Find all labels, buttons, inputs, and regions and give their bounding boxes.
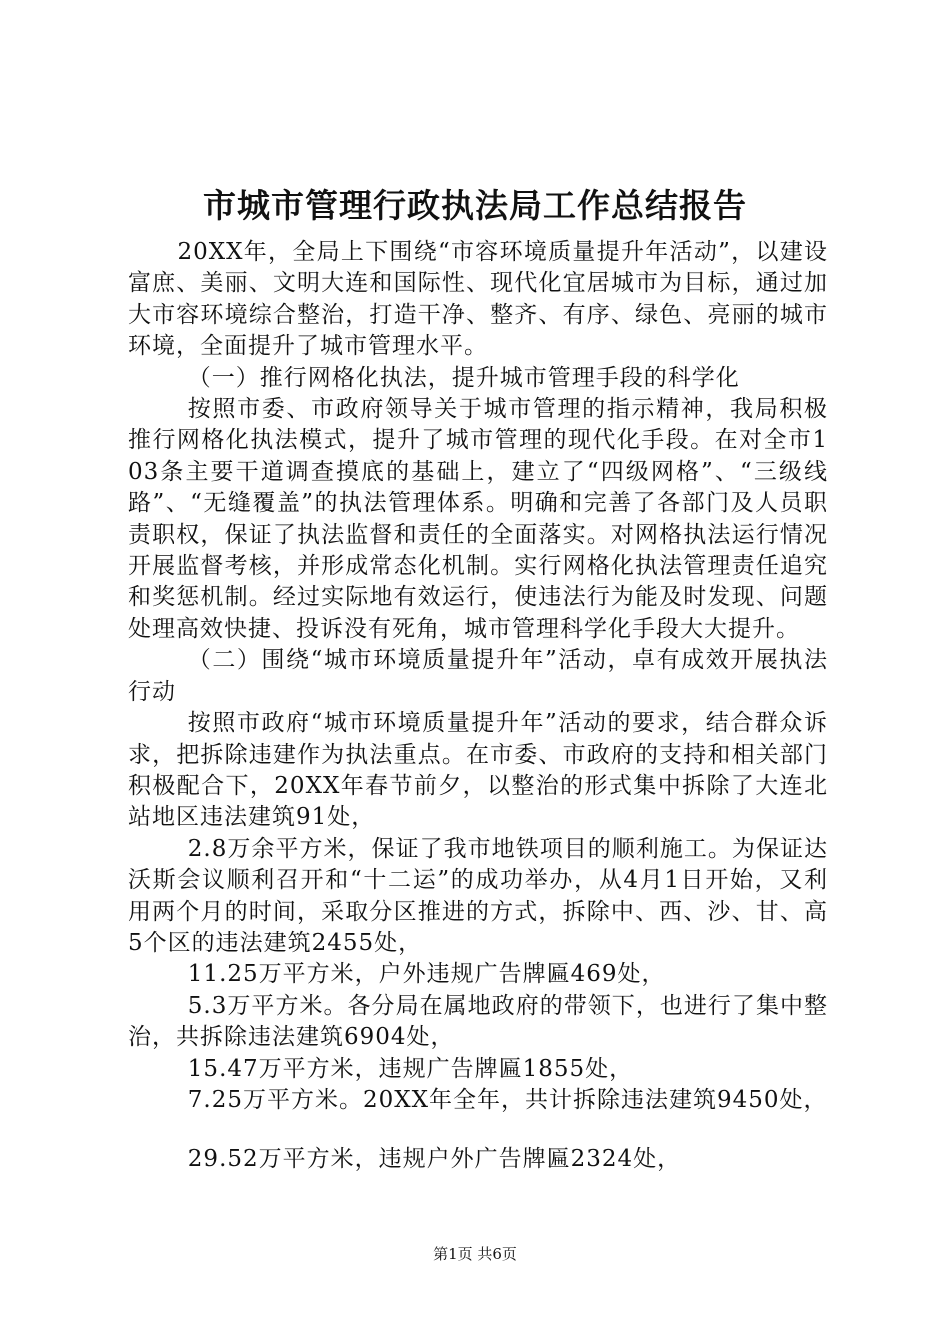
paragraph-area-6: 29.52万平方米，违规户外广告牌匾2324处， — [187, 1146, 682, 1173]
section-heading-1: （一）推行网格化执法，提升城市管理手段的科学化 — [187, 364, 740, 391]
page-footer: 第1页 共6页 — [433, 1245, 517, 1263]
paragraph-area-2: 11.25万平方米，户外违规广告牌匾469处， — [187, 961, 666, 988]
paragraph-area-5: 7.25万平方米。20XX年全年，共计拆除违法建筑9450处， — [187, 1086, 828, 1113]
paragraph-area-3: 5.3万平方米。各分局在属地政府的带领下，也进行了集中整治，共拆除违法建筑6904处， — [128, 992, 828, 1051]
paragraph-area-4: 15.47万平方米，违规广告牌匾1855处， — [187, 1055, 634, 1082]
paragraph-grid-enforcement: 按照市委、市政府领导关于城市管理的指示精神，我局积极推行网格化执法模式，提升了城市管理的现代化手段。在对全市103条主要干道调查摸底的基础上，建立了“四级网格”、“三级线路”、“无缝覆盖”的执法管理体系。明确和完善了各部门及人员职责职权，保证了执法监督和责任的全面落实。对网格执法运行情况开展监督考核，并形成常态化机制。实行网格化执法管理责任追究和奖惩机制。经过实际地有效运行，使违法行为能及时发现、问题处理高效快捷、投诉没有死角，城市管理科学化手段大大提升。 — [128, 396, 828, 642]
document-body — [128, 237, 828, 1176]
paragraph-area-1: 2.8万余平方米，保证了我市地铁项目的顺利施工。为保证达沃斯会议顺利召开和“十二运”的成功举办，从4月1日开始，又利用两个月的时间，采取分区推进的方式，拆除中、西、沙、甘、高5个区的违法建筑2455处， — [128, 835, 828, 956]
section-heading-2: （二）围绕“城市环境质量提升年”活动，卓有成效开展执法行动 — [128, 647, 828, 705]
document-title: 市城市管理行政执法局工作总结报告 — [203, 186, 747, 225]
paragraph-intro: 20XX年，全局上下围绕“市容环境质量提升年活动”，以建设富庶、美丽、文明大连和国际性、现代化宜居城市为目标，通过加大市容环境综合整治，打造干净、整齐、有序、绿色、亮丽的城市环境，全面提升了城市管理水平。 — [128, 239, 828, 360]
paragraph-demolition: 按照市政府“城市环境质量提升年”活动的要求，结合群众诉求，把拆除违建作为执法重点。在市委、市政府的支持和相关部门积极配合下，20XX年春节前夕，以整治的形式集中拆除了大连北站地区违法建筑91处， — [128, 710, 828, 831]
